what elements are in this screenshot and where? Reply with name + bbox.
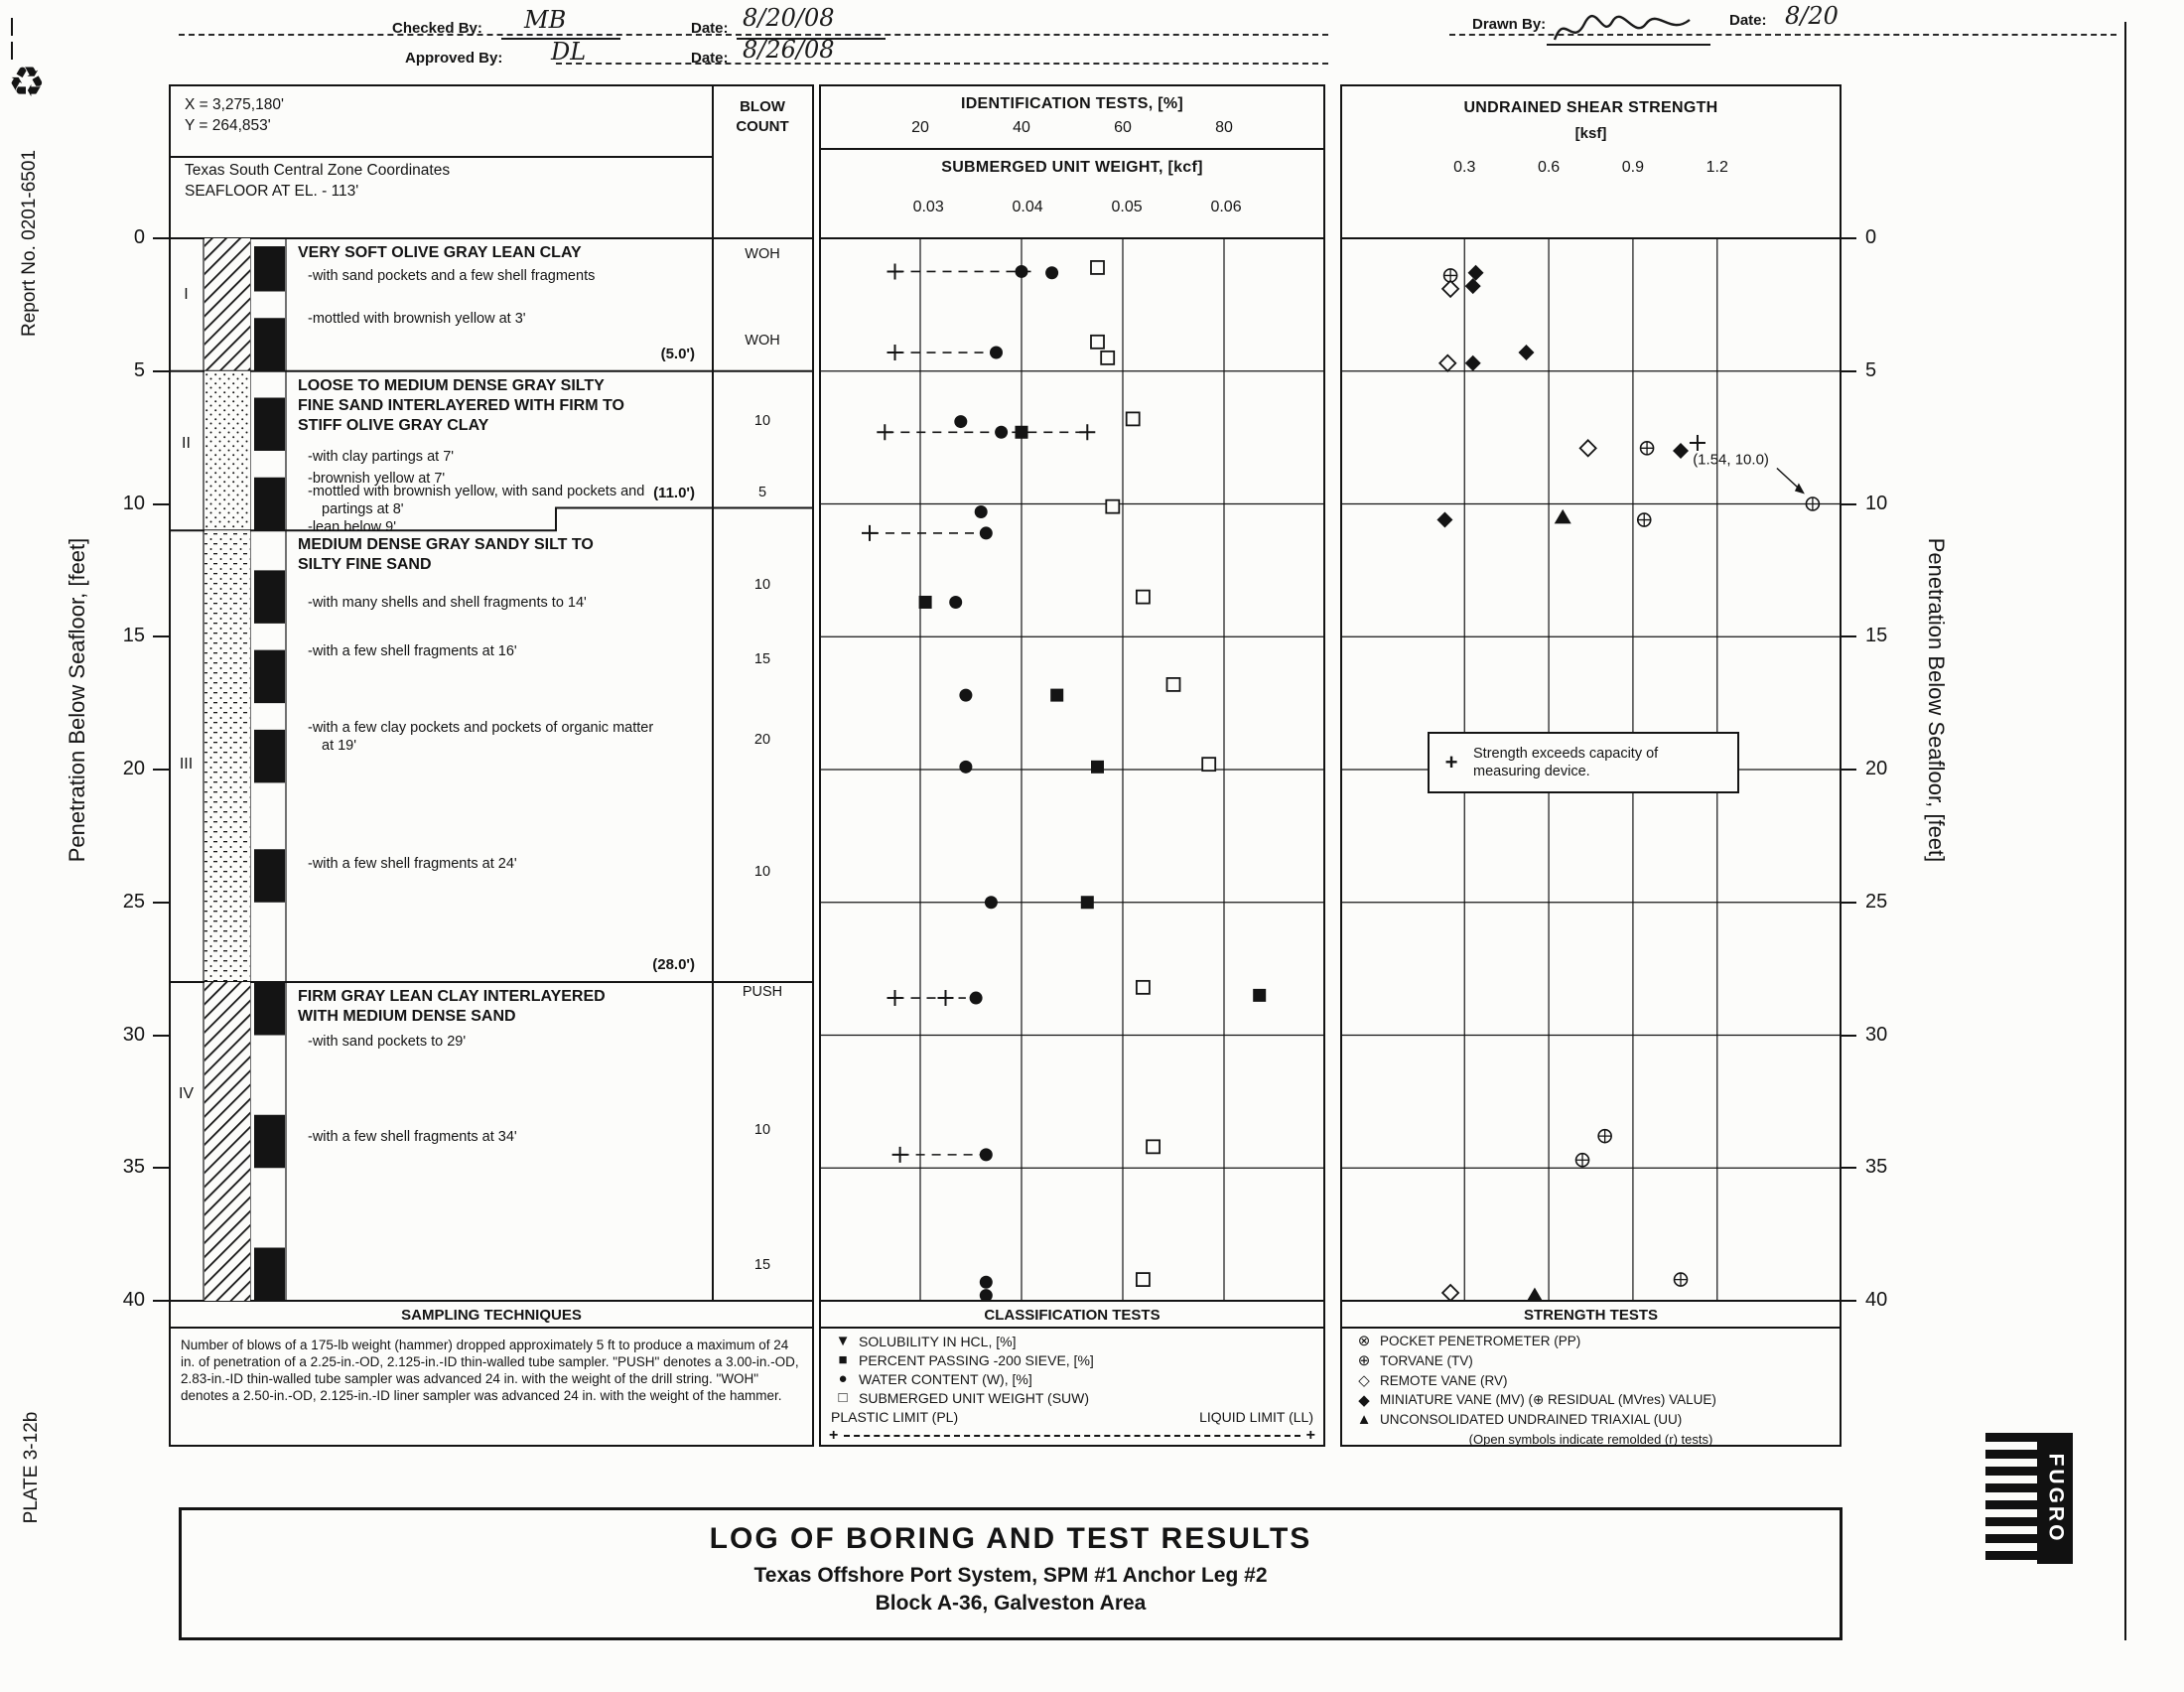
depth-tick bbox=[153, 635, 169, 637]
sample-interval bbox=[254, 730, 285, 783]
point-water-content bbox=[985, 896, 998, 909]
plate-subtitle: Texas Offshore Port System, SPM #1 Anchor Leg #2 bbox=[753, 1564, 1268, 1587]
point-passing-200-sieve bbox=[919, 596, 932, 609]
checked-date-label: Date: bbox=[691, 20, 729, 37]
stratum-note: -mottled with brownish yellow at 3' bbox=[308, 311, 526, 328]
stratum-title: FIRM GRAY LEAN CLAY INTERLAYERED WITH MEDIUM DENSE SAND bbox=[298, 988, 606, 1025]
depth-label: 5 bbox=[133, 358, 145, 381]
point-remote-vane bbox=[1442, 281, 1458, 297]
point-submerged-unit-weight bbox=[1167, 678, 1180, 691]
scale-label: 0.6 bbox=[1537, 159, 1561, 176]
depth-tick bbox=[153, 237, 169, 239]
checked-by-value: MB bbox=[524, 6, 567, 34]
depth-tick bbox=[1842, 370, 1856, 372]
point-miniature-vane bbox=[1468, 265, 1484, 281]
depth-label: 10 bbox=[122, 492, 145, 514]
stratum-note: -with many shells and shell fragments to 14' bbox=[308, 595, 587, 612]
left-edge-mark-1 bbox=[11, 18, 13, 36]
legend-item-label: SOLUBILITY IN HCL, [%] bbox=[859, 1333, 1017, 1349]
legend-item bbox=[821, 1350, 1323, 1369]
point-miniature-vane bbox=[1673, 443, 1689, 459]
plate-location: Block A-36, Galveston Area bbox=[875, 1592, 1147, 1615]
blow-count-value: 15 bbox=[753, 651, 771, 668]
scale-label: 0.05 bbox=[1111, 199, 1143, 215]
point-submerged-unit-weight bbox=[1091, 336, 1104, 349]
depth-label: 30 bbox=[1865, 1023, 1888, 1046]
point-water-content bbox=[949, 596, 962, 609]
strength-unit: [ksf] bbox=[1574, 125, 1607, 142]
drawn-by-rule bbox=[1547, 44, 1710, 46]
depth-tick bbox=[153, 1035, 169, 1037]
seafloor-elevation: SEAFLOOR AT EL. - 113' bbox=[185, 183, 359, 200]
legend-item-label: REMOTE VANE (RV) bbox=[1380, 1372, 1508, 1388]
scale-label: 1.2 bbox=[1706, 159, 1728, 176]
legend-item bbox=[1342, 1370, 1840, 1390]
lithology-pattern bbox=[205, 238, 250, 371]
plate-title: LOG OF BORING AND TEST RESULTS bbox=[709, 1522, 1312, 1555]
point-submerged-unit-weight bbox=[1106, 500, 1119, 513]
depth-tick bbox=[1842, 1167, 1856, 1169]
depth-label: 20 bbox=[1865, 758, 1888, 779]
ident-percent-scale bbox=[819, 119, 1325, 141]
depth-tick bbox=[1842, 1300, 1856, 1302]
depth-label: 25 bbox=[1865, 890, 1888, 913]
legend-item bbox=[821, 1369, 1323, 1388]
ll-plus-icon: + bbox=[1305, 1427, 1315, 1444]
stratum-note: -with a few shell fragments at 16' bbox=[308, 642, 517, 659]
ident-title: IDENTIFICATION TESTS, [%] bbox=[960, 95, 1184, 112]
stratum-note: -with sand pockets to 29' bbox=[308, 1033, 467, 1050]
identification-tests-plot bbox=[819, 238, 1325, 1302]
point-remote-vane bbox=[1442, 1285, 1458, 1301]
sampling-techniques-box bbox=[171, 1303, 812, 1445]
stratum-note: -with sand pockets and a few shell fragments bbox=[308, 268, 596, 285]
point-passing-200-sieve bbox=[1050, 689, 1063, 702]
point-water-content bbox=[990, 347, 1003, 359]
point-submerged-unit-weight bbox=[1137, 1273, 1150, 1286]
lithology-pattern bbox=[205, 982, 250, 1301]
depth-label: 15 bbox=[1865, 625, 1888, 647]
strength-legend bbox=[1342, 1303, 1840, 1445]
strata-descriptions bbox=[294, 238, 709, 1302]
depth-label: 35 bbox=[122, 1156, 145, 1179]
open-square-icon: □ bbox=[838, 1389, 848, 1406]
point-atterberg-limit bbox=[892, 1147, 908, 1163]
recycle-icon: ♻ bbox=[8, 59, 46, 105]
point-submerged-unit-weight bbox=[1137, 981, 1150, 994]
depth-label: 0 bbox=[1865, 226, 1877, 248]
point-miniature-vane bbox=[1518, 345, 1534, 360]
filled-circle-icon: ● bbox=[838, 1370, 848, 1387]
point-passing-200-sieve bbox=[1081, 896, 1094, 909]
strength-legend-title: STRENGTH TESTS bbox=[1342, 1303, 1840, 1329]
point-water-content bbox=[954, 415, 967, 428]
point-atterberg-limit bbox=[862, 525, 878, 541]
pl-ll-dashed-rule bbox=[844, 1435, 1299, 1437]
sample-interval bbox=[254, 570, 285, 624]
left-axis-label: Penetration Below Seafloor, [feet] bbox=[65, 537, 89, 863]
depth-label: 5 bbox=[1865, 358, 1877, 381]
point-miniature-vane bbox=[1465, 278, 1481, 294]
depth-tick bbox=[1842, 769, 1856, 771]
stratum-bottom-depth: (11.0') bbox=[653, 484, 695, 501]
point-water-content bbox=[1045, 266, 1058, 279]
point-water-content bbox=[980, 526, 993, 539]
approved-by-value: DL bbox=[551, 38, 587, 66]
depth-label: 15 bbox=[122, 625, 145, 647]
stratum-note: -with clay partings at 7' bbox=[308, 449, 455, 466]
depth-label: 35 bbox=[1865, 1156, 1888, 1179]
depth-tick bbox=[1842, 902, 1856, 904]
point-water-content bbox=[980, 1148, 993, 1161]
stratum-title: LOOSE TO MEDIUM DENSE GRAY SILTY FINE SAND INTERLAYERED WITH FIRM TO STIFF OLIVE GRAY CLAY bbox=[298, 376, 624, 434]
depth-label: 30 bbox=[122, 1023, 145, 1046]
legend-item-label: POCKET PENETROMETER (PP) bbox=[1380, 1333, 1581, 1348]
strength-title: UNDRAINED SHEAR STRENGTH bbox=[1463, 99, 1718, 116]
sample-interval bbox=[254, 650, 285, 704]
fugro-logo-stripes bbox=[1985, 1433, 2037, 1564]
triangle-down-icon: ▼ bbox=[835, 1333, 851, 1349]
sample-interval bbox=[254, 318, 285, 371]
approved-date-label: Date: bbox=[691, 50, 729, 67]
stratum-title: VERY SOFT OLIVE GRAY LEAN CLAY bbox=[298, 244, 582, 261]
sample-interval bbox=[254, 478, 285, 531]
scale-label: 40 bbox=[1013, 119, 1030, 136]
drawn-by-label: Drawn By: bbox=[1472, 16, 1547, 33]
stratum-bottom-depth: (28.0') bbox=[652, 956, 695, 973]
point-submerged-unit-weight bbox=[1202, 758, 1215, 771]
coordinate-zone: Texas South Central Zone Coordinates bbox=[185, 162, 451, 179]
depth-label: 20 bbox=[122, 758, 145, 779]
stratum-note: -brownish yellow at 7' bbox=[308, 470, 446, 487]
stratum-numeral: IV bbox=[178, 1085, 195, 1103]
stratum-note: -with a few shell fragments at 34' bbox=[308, 1129, 517, 1146]
blow-count-value: 10 bbox=[753, 412, 771, 429]
legend-item bbox=[1342, 1350, 1840, 1370]
point-submerged-unit-weight bbox=[1101, 352, 1114, 364]
legend-item bbox=[821, 1388, 1323, 1407]
point-water-content bbox=[1016, 265, 1028, 278]
survey-info bbox=[185, 94, 701, 202]
depth-tick bbox=[1842, 503, 1856, 505]
fugro-logo-bar bbox=[2037, 1433, 2073, 1564]
sample-interval bbox=[254, 398, 285, 452]
report-number: Report No. 0201-6501 bbox=[19, 149, 40, 338]
depth-label: 40 bbox=[1865, 1289, 1888, 1311]
depth-tick bbox=[153, 769, 169, 771]
depth-tick bbox=[153, 370, 169, 372]
scale-label: 80 bbox=[1215, 119, 1233, 136]
blow-count-value: 10 bbox=[753, 577, 771, 594]
strength-legend-footer: (Open symbols indicate remolded (r) tests) bbox=[1468, 1432, 1713, 1447]
point-miniature-vane bbox=[1465, 355, 1481, 371]
circle-x-icon: ⊗ bbox=[1357, 1333, 1371, 1349]
capacity-note-plus-icon: + bbox=[1444, 750, 1458, 775]
point-water-content bbox=[980, 1276, 993, 1289]
sample-interval bbox=[254, 1115, 285, 1169]
blow-count-column bbox=[713, 238, 812, 1302]
lithology-pattern bbox=[205, 371, 250, 531]
classification-legend bbox=[821, 1303, 1323, 1445]
point-atterberg-limit bbox=[877, 424, 892, 440]
depth-label: 40 bbox=[122, 1289, 145, 1311]
stratum-bottom-depth: (5.0') bbox=[660, 345, 695, 362]
point-water-content bbox=[959, 761, 972, 774]
open-diamond-icon: ◇ bbox=[1358, 1372, 1370, 1389]
blow-count-value: PUSH bbox=[742, 983, 783, 1000]
point-exceeds-capacity bbox=[1690, 435, 1706, 451]
point-uu-triaxial bbox=[1526, 1288, 1543, 1302]
plastic-limit-label: PLASTIC LIMIT (PL) bbox=[831, 1409, 959, 1425]
point-submerged-unit-weight bbox=[1137, 591, 1150, 604]
depth-tick bbox=[1842, 1035, 1856, 1037]
right-depth-scale bbox=[1842, 226, 1901, 1311]
point-passing-200-sieve bbox=[1253, 989, 1266, 1002]
pl-plus-icon: + bbox=[829, 1427, 839, 1444]
left-depth-scale bbox=[117, 226, 169, 1311]
stratum-note: -with a few clay pockets and pockets of organic matter at 19' bbox=[308, 720, 654, 755]
depth-label: 25 bbox=[122, 890, 145, 913]
right-edge-rule bbox=[2124, 22, 2126, 1640]
second-rule-dashed bbox=[556, 63, 1328, 65]
legend-item-label: MINIATURE VANE (MV) (⊕ RESIDUAL (MVres) VALUE) bbox=[1380, 1392, 1716, 1407]
x-coordinate: X = 3,275,180' bbox=[185, 96, 284, 113]
depth-label: 0 bbox=[133, 226, 145, 248]
scale-label: 60 bbox=[1114, 119, 1132, 136]
circle-plus-icon: ⊕ bbox=[1357, 1352, 1371, 1369]
point-submerged-unit-weight bbox=[1091, 261, 1104, 274]
fugro-logo bbox=[1985, 1433, 2079, 1564]
liquid-limit-label: LIQUID LIMIT (LL) bbox=[1199, 1409, 1313, 1425]
depth-label: 10 bbox=[1865, 492, 1888, 514]
point-atterberg-limit bbox=[887, 263, 903, 279]
drawn-date-value: 8/20 bbox=[1785, 2, 1839, 30]
point-passing-200-sieve bbox=[1091, 761, 1104, 774]
legend-item bbox=[821, 1332, 1323, 1350]
sample-interval bbox=[254, 1248, 285, 1302]
point-miniature-vane bbox=[1436, 512, 1452, 528]
point-remote-vane bbox=[1580, 440, 1596, 456]
stratum-note: -lean below 9' bbox=[308, 519, 397, 536]
drawn-date-label: Date: bbox=[1729, 12, 1767, 29]
scale-label: 0.9 bbox=[1621, 159, 1645, 176]
stratum-numeral: III bbox=[179, 756, 194, 774]
checked-by-label: Checked By: bbox=[392, 20, 482, 37]
stratum-note: -mottled with brownish yellow, with sand pockets and partings at 8' bbox=[308, 484, 645, 518]
blow-count-value: 20 bbox=[753, 731, 771, 748]
legend-item-label: UNCONSOLIDATED UNDRAINED TRIAXIAL (UU) bbox=[1380, 1412, 1683, 1427]
legend-item-label: TORVANE (TV) bbox=[1380, 1352, 1473, 1368]
checked-date-value: 8/20/08 bbox=[743, 4, 835, 32]
legend-item-label: SUBMERGED UNIT WEIGHT (SUW) bbox=[859, 1389, 1090, 1406]
point-water-content bbox=[995, 426, 1008, 439]
sample-interval bbox=[254, 849, 285, 903]
legend-item-label: WATER CONTENT (W), [%] bbox=[859, 1370, 1032, 1387]
scale-label: 0.06 bbox=[1210, 199, 1242, 215]
depth-tick bbox=[1842, 237, 1856, 239]
stratum-title: MEDIUM DENSE GRAY SANDY SILT TO SILTY FINE SAND bbox=[298, 536, 594, 574]
blow-count-value: WOH bbox=[745, 333, 780, 350]
blow-count-header: BLOW COUNT bbox=[736, 98, 789, 135]
depth-tick bbox=[153, 503, 169, 505]
depth-tick bbox=[153, 1167, 169, 1169]
blow-count-value: 15 bbox=[753, 1257, 771, 1274]
lithology-pattern bbox=[205, 530, 250, 982]
sample-interval bbox=[254, 982, 285, 1036]
sampling-techniques-title: SAMPLING TECHNIQUES bbox=[171, 1303, 812, 1329]
point-atterberg-limit bbox=[887, 345, 903, 360]
sample-interval bbox=[254, 246, 285, 291]
point-water-content bbox=[975, 505, 988, 518]
point-water-content bbox=[980, 1289, 993, 1302]
legend-item-label: PERCENT PASSING -200 SIEVE, [%] bbox=[859, 1351, 1094, 1368]
depth-tick bbox=[153, 1300, 169, 1302]
blow-count-value: 5 bbox=[757, 484, 767, 500]
depth-tick bbox=[1842, 635, 1856, 637]
point-water-content bbox=[959, 689, 972, 702]
y-coordinate: Y = 264,853' bbox=[185, 117, 271, 134]
stratum-numerals bbox=[169, 238, 204, 1302]
plate-number: PLATE 3-12b bbox=[21, 1411, 42, 1524]
scale-label: 0.04 bbox=[1012, 199, 1043, 215]
classification-legend-title: CLASSIFICATION TESTS bbox=[821, 1303, 1323, 1329]
right-axis-label: Penetration Below Seafloor, [feet] bbox=[1924, 537, 1949, 863]
point-submerged-unit-weight bbox=[1127, 412, 1140, 425]
depth-tick bbox=[153, 902, 169, 904]
capacity-note-text: Strength exceeds capacity of measuring device. bbox=[1473, 746, 1659, 779]
stratum-numeral: I bbox=[184, 285, 189, 303]
fugro-logo-text: FUGRO bbox=[2044, 1453, 2068, 1544]
strength-legend-items bbox=[1342, 1329, 1840, 1429]
blow-count-value: 10 bbox=[753, 1121, 771, 1138]
filled-triangle-icon: ▲ bbox=[1356, 1411, 1372, 1428]
legend-item bbox=[1342, 1331, 1840, 1350]
suw-scale bbox=[819, 199, 1325, 220]
blow-count-value: 10 bbox=[753, 864, 771, 881]
point-passing-200-sieve bbox=[1016, 426, 1028, 439]
scale-label: 0.03 bbox=[912, 199, 944, 215]
suw-title: SUBMERGED UNIT WEIGHT, [kcf] bbox=[941, 159, 1203, 176]
filled-diamond-icon: ◆ bbox=[1358, 1392, 1370, 1409]
sampling-techniques-text: Number of blows of a 175-lb weight (hammer) dropped approximately 5 ft to produce a maximum of 24 in. of penetration of a 2.25-in.-OD, 2.125-in.-ID thin-walled tube sampler. "PUSH" denotes a 3.00-in.-OD, 2.83-in.-ID thin-walled tube sampler was advanced 24 in. with the weight of the drill string. "WOH" denotes a 2.50-in.-OD, 2.125-in.-ID liner sampler was advanced 24 in. with the weight of the hammer. bbox=[181, 1338, 799, 1403]
legend-item bbox=[1342, 1410, 1840, 1429]
offscale-annotation: (1.54, 10.0) bbox=[1693, 451, 1769, 469]
point-remote-vane bbox=[1439, 355, 1455, 371]
capacity-note-box bbox=[1428, 732, 1739, 793]
classification-legend-items bbox=[821, 1329, 1323, 1407]
title-block bbox=[179, 1507, 1843, 1640]
point-atterberg-limit bbox=[938, 990, 954, 1006]
ident-header-divider bbox=[819, 148, 1325, 150]
stratum-numeral: II bbox=[182, 434, 191, 452]
blow-count-value: WOH bbox=[745, 246, 780, 263]
stratum-note: -with a few shell fragments at 24' bbox=[308, 855, 517, 872]
point-uu-triaxial bbox=[1555, 509, 1571, 524]
strength-scale bbox=[1340, 159, 1842, 181]
point-water-content bbox=[970, 992, 983, 1005]
approved-by-label: Approved By: bbox=[405, 50, 503, 67]
point-atterberg-limit bbox=[1079, 424, 1095, 440]
point-submerged-unit-weight bbox=[1147, 1140, 1160, 1153]
approved-date-value: 8/26/08 bbox=[743, 36, 835, 64]
filled-square-icon: ■ bbox=[838, 1351, 848, 1368]
legend-item bbox=[1342, 1390, 1840, 1410]
scale-label: 20 bbox=[911, 119, 929, 136]
scale-label: 0.3 bbox=[1453, 159, 1476, 176]
point-atterberg-limit bbox=[887, 990, 903, 1006]
